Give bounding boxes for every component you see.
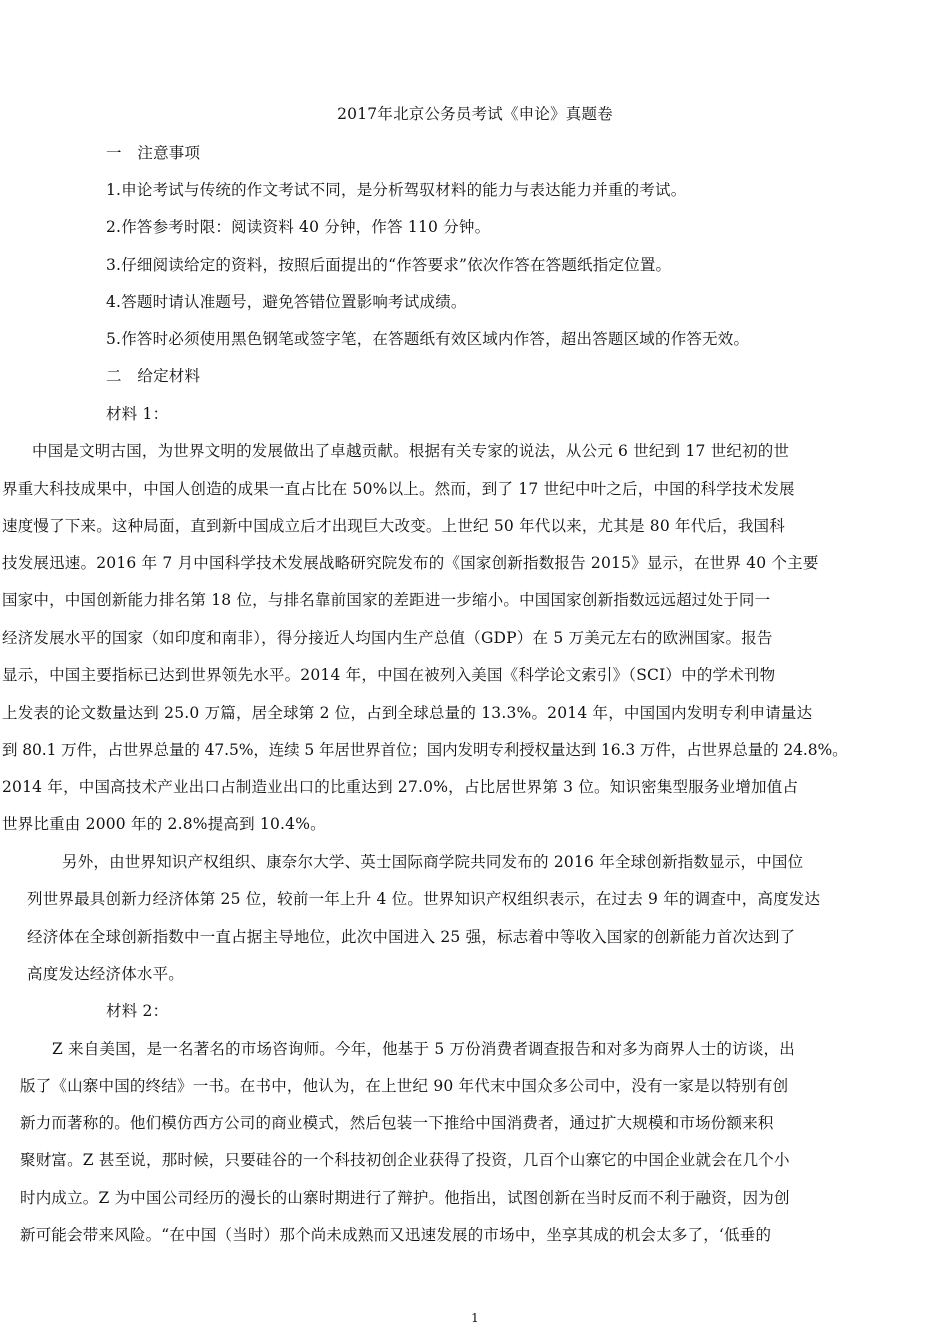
material-2-line: 聚财富。Z 甚至说，那时候，只要硅谷的一个科技初创企业获得了投资，几百个山寨它的中国企业就会在几个小 [20, 1151, 790, 1169]
material-1-line: 高度发达经济体水平。 [27, 965, 185, 983]
material-1-line: 列世界最具创新力经济体第 25 位，较前一年上升 4 位。世界知识产权组织表示，在过去 9 年的调查中，高度发达 [27, 890, 821, 908]
note-item: 4.答题时请认准题号，避免答错位置影响考试成绩。 [106, 293, 467, 311]
note-item: 1.申论考试与传统的作文考试不同，是分析驾驭材料的能力与表达能力并重的考试。 [106, 181, 687, 199]
section-heading-materials: 二 给定材料 [106, 367, 201, 385]
material-2-line: 时内成立。Z 为中国公司经历的漫长的山寨时期进行了辩护。他指出，试图创新在当时反而不利于融资，因为创 [20, 1189, 790, 1207]
material-1-line: 世界比重由 2000 年的 2.8%提高到 10.4%。 [2, 815, 326, 833]
note-item: 3.仔细阅读给定的资料，按照后面提出的“作答要求”依次作答在答题纸指定位置。 [106, 256, 672, 274]
material-1-line: 显示，中国主要指标已达到世界领先水平。2014 年，中国在被列入美国《科学论文索引》（SCI）中的学术刊物 [2, 666, 776, 684]
material-1-line: 中国是文明古国，为世界文明的发展做出了卓越贡献。根据有关专家的说法，从公元 6 世纪到 17 世纪初的世 [32, 442, 790, 460]
material-1-line: 另外，由世界知识产权组织、康奈尔大学、英士国际商学院共同发布的 2016 年全球创新指数显示，中国位 [62, 853, 804, 871]
section-heading-notes: 一 注意事项 [106, 144, 201, 162]
material-2-line: 版了《山寨中国的终结》一书。在书中，他认为，在上世纪 90 年代末中国众多公司中，没有一家是以特别有创 [20, 1077, 789, 1095]
material-2-line: 新力而著称的。他们模仿西方公司的商业模式，然后包装一下推给中国消费者，通过扩大规模和市场份额来积 [20, 1114, 774, 1132]
material-2-label: 材料 2： [106, 1002, 169, 1020]
material-1-line: 到 80.1 万件，占世界总量的 47.5%，连续 5 年居世界首位；国内发明专利授权量达到 16.3 万件，占世界总量的 24.8%。 [2, 741, 848, 759]
material-1-label: 材料 1： [106, 405, 169, 423]
material-1-line: 经济发展水平的国家（如印度和南非），得分接近人均国内生产总值（GDP）在 5 万美元左右的欧洲国家。报告 [2, 629, 773, 647]
material-1-line: 速度慢了下来。这种局面，直到新中国成立后才出现巨大改变。上世纪 50 年代以来，尤其是 80 年代后，我国科 [2, 517, 785, 535]
material-2-line: 新可能会带来风险。“在中国（当时）那个尚未成熟而又迅速发展的市场中，坐享其成的机会太多了，‘低垂的 [20, 1226, 772, 1244]
note-item: 2.作答参考时限：阅读资料 40 分钟，作答 110 分钟。 [106, 218, 491, 236]
material-1-line: 经济体在全球创新指数中一直占据主导地位，此次中国进入 25 强，标志着中等收入国家的创新能力首次达到了 [27, 928, 796, 946]
material-1-line: 2014 年，中国高技术产业出口占制造业出口的比重达到 27.0%，占比居世界第 3 位。知识密集型服务业增加值占 [2, 778, 799, 796]
page-number: 1 [471, 1311, 479, 1325]
material-1-line: 国家中，中国创新能力排名第 18 位，与排名靠前国家的差距进一步缩小。中国国家创新指数远远超过处于同一 [2, 591, 771, 609]
material-1-line: 上发表的论文数量达到 25.0 万篇，居全球第 2 位，占到全球总量的 13.3%。2014 年，中国国内发明专利申请量达 [2, 704, 813, 722]
material-1-line: 界重大科技成果中，中国人创造的成果一直占比在 50%以上。然而，到了 17 世纪中叶之后，中国的科学技术发展 [2, 480, 795, 498]
material-1-line: 技发展迅速。2016 年 7 月中国科学技术发展战略研究院发布的《国家创新指数报告 2015》显示，在世界 40 个主要 [2, 554, 819, 572]
document-title: 2017年北京公务员考试《申论》真题卷 [337, 105, 613, 123]
material-2-line: Z 来自美国，是一名著名的市场咨询师。今年，他基于 5 万份消费者调查报告和对多为商界人士的访谈，出 [52, 1040, 795, 1058]
note-item: 5.作答时必须使用黑色钢笔或签字笔，在答题纸有效区域内作答，超出答题区域的作答无效。 [106, 330, 750, 348]
